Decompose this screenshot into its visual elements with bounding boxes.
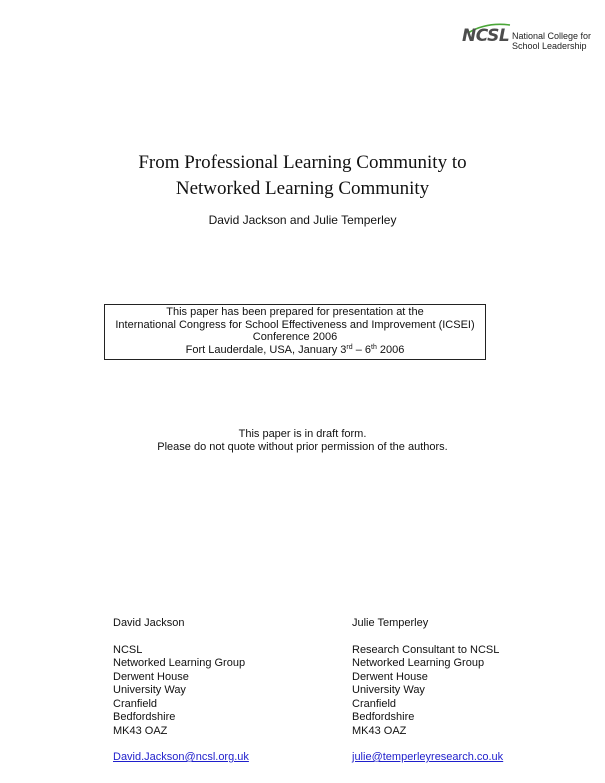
contact-address-line: Bedfordshire: [352, 711, 415, 723]
notice-line4-mid: – 6: [352, 343, 372, 356]
notice-line4-prefix: Fort Lauderdale, USA, January 3: [185, 343, 347, 356]
draft-line1: This paper is in draft form.: [238, 428, 367, 440]
notice-line4: [105, 344, 485, 357]
notice-sup-rd: rd: [346, 343, 353, 351]
contact-email-link[interactable]: julie@temperleyresearch.co.uk: [352, 751, 504, 763]
logo-mark: [462, 26, 509, 46]
notice-line2: International Congress for School Effectiveness and Improvement (ICSEI): [115, 318, 475, 331]
contact-address-line: University Way: [352, 684, 425, 696]
draft-line2: Please do not quote without prior permission of the authors.: [157, 441, 448, 453]
contact-address-line: Networked Learning Group: [113, 657, 246, 669]
presentation-notice-box: [104, 304, 486, 360]
contact-block-jackson: [113, 617, 249, 765]
contact-address-line: Derwent House: [352, 670, 428, 683]
contact-address-line: MK43 OAZ: [352, 724, 407, 737]
paper-authors: David Jackson and Julie Temperley: [208, 213, 397, 227]
logo-name: [512, 31, 591, 51]
contact-email-link[interactable]: David.Jackson@ncsl.org.uk: [113, 751, 249, 763]
contact-address-line: NCSL: [113, 643, 143, 656]
contact-name: David Jackson: [113, 617, 185, 629]
logo-mark-text: NCSL: [462, 26, 510, 46]
ncsl-logo: [462, 18, 592, 58]
logo-name-line1: National College for: [512, 31, 592, 41]
contact-address-line: Research Consultant to NCSL: [352, 643, 500, 656]
contact-address-line: Bedfordshire: [113, 711, 176, 723]
paper-title: [0, 150, 605, 202]
logo-name-line2: School Leadership: [512, 41, 587, 51]
contact-address-line: Networked Learning Group: [352, 657, 485, 669]
notice-line1: This paper has been prepared for presentation at the: [166, 306, 424, 318]
contact-name: Julie Temperley: [352, 617, 429, 629]
draft-notice: [0, 428, 605, 454]
title-line1: From Professional Learning Community to: [138, 152, 467, 173]
contact-address-line: University Way: [113, 684, 186, 696]
contact-address-line: MK43 OAZ: [113, 724, 168, 737]
notice-line4-suffix: 2006: [376, 343, 405, 356]
contact-address-line: Cranfield: [113, 697, 158, 710]
contact-address-line: Derwent House: [113, 670, 189, 683]
notice-sup-th: th: [371, 343, 377, 351]
title-line2: Networked Learning Community: [175, 178, 430, 199]
contact-block-temperley: [352, 617, 503, 765]
contact-address-line: Cranfield: [352, 697, 397, 710]
notice-line3: Conference 2006: [252, 331, 338, 343]
